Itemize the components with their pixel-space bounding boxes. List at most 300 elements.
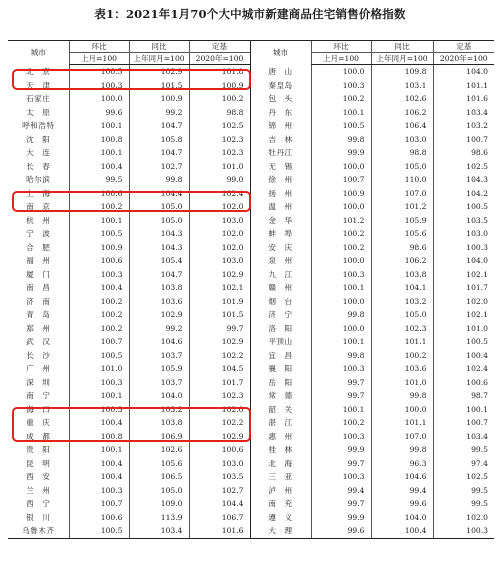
base-value: 101.5 (189, 308, 250, 322)
mom-value: 99.6 (69, 106, 129, 120)
yoy-value: 103.7 (129, 376, 189, 390)
base-value: 103.0 (189, 457, 250, 471)
yoy-value: 105.0 (129, 214, 189, 228)
yoy-value: 103.6 (371, 362, 433, 376)
header-yoy: 同比 (371, 41, 433, 53)
city-name: 太 原 (26, 107, 51, 117)
yoy-value: 105.8 (129, 133, 189, 147)
mom-value: 100.7 (311, 173, 371, 187)
mom-value: 99.9 (311, 511, 371, 525)
city-name: 泸 州 (250, 484, 311, 498)
base-value: 102.1 (189, 281, 250, 295)
base-value: 101.6 (189, 524, 250, 538)
city-name: 合 肥 (26, 242, 51, 252)
yoy-value: 109.0 (129, 497, 189, 511)
city-name: 常 德 (250, 389, 311, 403)
city-name: 金 华 (250, 214, 311, 228)
mom-value: 100.1 (69, 389, 129, 403)
base-value: 102.0 (433, 511, 494, 525)
mom-value: 99.7 (311, 389, 371, 403)
header-base-sub: 2020年=100 (433, 53, 494, 65)
city-name: 大 理 (250, 524, 311, 538)
city-name: 大 连 (26, 148, 51, 157)
base-value: 98.8 (189, 106, 250, 120)
yoy-value: 101.5 (129, 79, 189, 93)
yoy-value: 101.1 (371, 335, 433, 349)
mom-value: 100.2 (69, 322, 129, 336)
yoy-value: 103.7 (129, 349, 189, 363)
yoy-value: 99.6 (371, 497, 433, 511)
city-name: 唐 山 (250, 65, 311, 79)
yoy-value: 107.0 (371, 187, 433, 201)
mom-value: 100.1 (69, 214, 129, 228)
yoy-value: 104.0 (129, 389, 189, 403)
table-row (8, 403, 494, 417)
city-name: 南 宁 (26, 391, 51, 400)
city-name: 襄 阳 (250, 362, 311, 376)
base-value: 104.4 (189, 497, 250, 511)
yoy-value: 101.1 (371, 416, 433, 430)
yoy-value: 103.8 (371, 268, 433, 282)
base-value: 103.0 (189, 254, 250, 268)
yoy-value: 100.0 (371, 403, 433, 417)
yoy-value: 101.0 (371, 376, 433, 390)
yoy-value: 96.3 (371, 457, 433, 471)
mom-value: 100.3 (69, 79, 129, 93)
base-value: 100.9 (189, 79, 250, 93)
base-value: 102.5 (189, 119, 250, 133)
city-name: 济 南 (26, 296, 51, 306)
yoy-value: 106.4 (371, 119, 433, 133)
base-value: 102.3 (189, 133, 250, 147)
yoy-value: 102.9 (129, 65, 189, 79)
mom-value: 100.5 (69, 524, 129, 538)
yoy-value: 106.2 (371, 106, 433, 120)
mom-value: 100.5 (69, 227, 129, 241)
yoy-value: 110.0 (371, 173, 433, 187)
base-value: 100.2 (189, 92, 250, 106)
yoy-value: 100.4 (371, 524, 433, 538)
table-row (8, 443, 494, 457)
yoy-value: 104.6 (129, 335, 189, 349)
mom-value: 100.1 (311, 335, 371, 349)
city-name: 宜 昌 (250, 349, 311, 363)
city-name: 岳 阳 (250, 376, 311, 390)
mom-value: 100.4 (69, 457, 129, 471)
yoy-value: 99.2 (129, 106, 189, 120)
yoy-value: 104.1 (371, 281, 433, 295)
mom-value: 100.7 (69, 497, 129, 511)
yoy-value: 104.3 (129, 227, 189, 241)
table-row (8, 295, 494, 309)
city-name: 徐 州 (250, 173, 311, 187)
city-name: 九 江 (250, 268, 311, 282)
base-value: 102.0 (433, 295, 494, 309)
city-name: 无 锡 (250, 160, 311, 174)
city-name: 青 岛 (26, 310, 51, 319)
mom-value: 100.3 (69, 403, 129, 417)
mom-value: 100.0 (311, 200, 371, 214)
city-name: 长 沙 (26, 350, 51, 360)
base-value: 97.4 (433, 457, 494, 471)
mom-value: 99.7 (311, 497, 371, 511)
mom-value: 100.1 (311, 106, 371, 120)
yoy-value: 103.2 (371, 295, 433, 309)
mom-value: 99.9 (311, 443, 371, 457)
table-row (8, 497, 494, 511)
table-title: 表1：2021年1月70个大中城市新建商品住宅销售价格指数 (94, 7, 406, 21)
city-name: 广 州 (26, 364, 51, 373)
yoy-value: 103.2 (129, 403, 189, 417)
city-name: 贵 阳 (26, 445, 51, 454)
table-row (8, 214, 494, 228)
mom-value: 100.1 (311, 403, 371, 417)
city-name: 西 宁 (26, 499, 51, 508)
base-value: 99.5 (433, 497, 494, 511)
yoy-value: 100.2 (371, 349, 433, 363)
yoy-value: 99.8 (371, 443, 433, 457)
base-value: 100.7 (433, 416, 494, 430)
yoy-value: 105.6 (129, 457, 189, 471)
city-name: 安 庆 (250, 241, 311, 255)
mom-value: 100.2 (69, 200, 129, 214)
city-name: 兰 州 (26, 485, 51, 495)
table-body (8, 65, 494, 539)
city-name: 赣 州 (250, 281, 311, 295)
base-value: 102.4 (433, 362, 494, 376)
base-value: 100.6 (433, 376, 494, 390)
mom-value: 99.5 (69, 173, 129, 187)
header-mom-sub: 上月=100 (69, 53, 129, 65)
city-name: 牡丹江 (250, 146, 311, 160)
base-value: 101.7 (189, 376, 250, 390)
city-name: 南 充 (250, 497, 311, 511)
base-value: 101.9 (189, 295, 250, 309)
base-value: 102.0 (189, 227, 250, 241)
city-name: 上 海 (26, 188, 51, 198)
city-name: 桂 林 (250, 443, 311, 457)
base-value: 102.3 (189, 146, 250, 160)
city-name: 昆 明 (26, 458, 51, 468)
city-name: 北 海 (250, 457, 311, 471)
base-value: 102.2 (189, 349, 250, 363)
base-value: 101.1 (433, 79, 494, 93)
city-name: 扬 州 (250, 187, 311, 201)
base-value: 102.5 (433, 160, 494, 174)
table-row (8, 268, 494, 282)
city-name: 锦 州 (250, 119, 311, 133)
header-base: 定基 (433, 41, 494, 53)
yoy-value: 103.0 (371, 133, 433, 147)
city-name: 长 春 (26, 161, 51, 171)
table-row (8, 457, 494, 471)
city-name: 深 圳 (26, 377, 51, 387)
mom-value: 100.3 (311, 470, 371, 484)
yoy-value: 99.8 (129, 173, 189, 187)
city-name: 杭 州 (26, 215, 51, 225)
mom-value: 100.5 (69, 65, 129, 79)
yoy-value: 99.2 (129, 322, 189, 336)
table-row (8, 430, 494, 444)
yoy-value: 105.9 (129, 362, 189, 376)
city-name: 洛 阳 (250, 322, 311, 336)
mom-value: 100.0 (311, 322, 371, 336)
mom-value: 100.1 (69, 146, 129, 160)
yoy-value: 103.4 (129, 524, 189, 538)
table-row (8, 308, 494, 322)
table-row (8, 484, 494, 498)
city-name: 石家庄 (26, 94, 51, 103)
base-value: 102.4 (189, 187, 250, 201)
mom-value: 100.2 (311, 241, 371, 255)
mom-value: 100.8 (69, 133, 129, 147)
mom-value: 99.8 (311, 133, 371, 147)
table-row (8, 92, 494, 106)
table-row (8, 241, 494, 255)
base-value: 104.2 (433, 187, 494, 201)
mom-value: 100.5 (311, 119, 371, 133)
mom-value: 99.6 (311, 524, 371, 538)
base-value: 102.3 (189, 389, 250, 403)
city-name: 济 宁 (250, 308, 311, 322)
mom-value: 99.9 (311, 146, 371, 160)
city-name: 呼和浩特 (22, 121, 55, 130)
mom-value: 100.6 (69, 254, 129, 268)
yoy-value: 104.4 (129, 187, 189, 201)
table-row (8, 227, 494, 241)
city-name: 海 口 (26, 404, 51, 414)
mom-value: 100.6 (69, 187, 129, 201)
base-value: 102.9 (189, 430, 250, 444)
base-value: 103.5 (189, 470, 250, 484)
base-value: 102.0 (189, 241, 250, 255)
mom-value: 100.4 (69, 281, 129, 295)
city-name: 福 州 (26, 256, 51, 265)
table-row (8, 65, 494, 79)
city-name: 沈 阳 (26, 134, 51, 144)
base-value: 101.6 (433, 92, 494, 106)
base-value: 104.5 (189, 362, 250, 376)
yoy-value: 102.3 (371, 322, 433, 336)
city-name: 三 亚 (250, 470, 311, 484)
base-value: 102.7 (189, 484, 250, 498)
mom-value: 101.0 (69, 362, 129, 376)
city-name: 哈尔滨 (26, 175, 51, 184)
yoy-value: 105.0 (371, 160, 433, 174)
base-value: 101.0 (189, 160, 250, 174)
mom-value: 100.0 (311, 65, 371, 79)
yoy-value: 106.2 (371, 254, 433, 268)
yoy-value: 113.9 (129, 511, 189, 525)
city-name: 湛 江 (250, 416, 311, 430)
base-value: 101.8 (189, 65, 250, 79)
mom-value: 100.1 (311, 281, 371, 295)
base-value: 104.0 (433, 65, 494, 79)
base-value: 103.4 (433, 430, 494, 444)
base-value: 102.5 (433, 470, 494, 484)
yoy-value: 106.9 (129, 430, 189, 444)
yoy-value: 105.9 (371, 214, 433, 228)
table-row (8, 524, 494, 538)
yoy-value: 103.6 (129, 295, 189, 309)
mom-value: 100.3 (69, 268, 129, 282)
table-row (8, 187, 494, 201)
base-value: 99.0 (189, 173, 250, 187)
base-value: 103.5 (433, 214, 494, 228)
city-name: 银 川 (26, 512, 51, 522)
mom-value: 100.3 (69, 376, 129, 390)
mom-value: 100.2 (69, 308, 129, 322)
base-value: 102.2 (189, 416, 250, 430)
yoy-value: 104.7 (129, 119, 189, 133)
header-mom: 环比 (311, 41, 371, 53)
mom-value: 100.3 (311, 268, 371, 282)
yoy-value: 105.6 (371, 227, 433, 241)
base-value: 100.4 (433, 349, 494, 363)
table-row (8, 146, 494, 160)
city-name: 乌鲁木齐 (8, 524, 69, 538)
mom-value: 99.4 (311, 484, 371, 498)
mom-value: 100.3 (69, 484, 129, 498)
table-row (8, 349, 494, 363)
yoy-value: 107.0 (371, 430, 433, 444)
table-row (8, 362, 494, 376)
yoy-value: 109.8 (371, 65, 433, 79)
mom-value: 99.7 (311, 376, 371, 390)
city-name: 遵 义 (250, 511, 311, 525)
yoy-value: 103.1 (371, 79, 433, 93)
base-value: 100.1 (433, 403, 494, 417)
yoy-value: 105.0 (371, 308, 433, 322)
table-row (8, 322, 494, 336)
base-value: 99.5 (433, 484, 494, 498)
city-name: 平顶山 (250, 335, 311, 349)
yoy-value: 102.9 (129, 308, 189, 322)
header-city: 城市 (8, 41, 69, 65)
table-row (8, 376, 494, 390)
base-value: 104.0 (433, 254, 494, 268)
yoy-value: 101.2 (371, 200, 433, 214)
city-name: 包 头 (250, 92, 311, 106)
mom-value: 99.8 (311, 308, 371, 322)
base-value: 99.5 (433, 443, 494, 457)
city-name: 蚌 埠 (250, 227, 311, 241)
base-value: 103.0 (189, 214, 250, 228)
city-name: 南 昌 (26, 283, 51, 292)
mom-value: 100.9 (311, 187, 371, 201)
base-value: 102.9 (189, 335, 250, 349)
base-value: 100.3 (433, 241, 494, 255)
base-value: 104.3 (433, 173, 494, 187)
yoy-value: 100.9 (129, 92, 189, 106)
base-value: 102.0 (189, 200, 250, 214)
mom-value: 100.0 (311, 295, 371, 309)
mom-value: 100.1 (69, 119, 129, 133)
mom-value: 100.0 (311, 254, 371, 268)
city-name: 西 安 (26, 472, 51, 481)
base-value: 100.3 (433, 524, 494, 538)
base-value: 98.6 (433, 146, 494, 160)
city-name: 温 州 (250, 200, 311, 214)
header-yoy: 同比 (129, 41, 189, 53)
base-value: 100.6 (189, 443, 250, 457)
city-name: 厦 门 (26, 269, 51, 279)
city-name: 丹 东 (250, 106, 311, 120)
mom-value: 100.1 (69, 443, 129, 457)
city-name: 吉 林 (250, 133, 311, 147)
yoy-value: 104.3 (129, 241, 189, 255)
mom-value: 100.2 (311, 416, 371, 430)
mom-value: 100.0 (69, 92, 129, 106)
base-value: 102.0 (189, 403, 250, 417)
yoy-value: 104.6 (371, 470, 433, 484)
mom-value: 100.6 (69, 511, 129, 525)
header-city: 城市 (250, 41, 311, 65)
mom-value: 100.3 (311, 362, 371, 376)
mom-value: 100.4 (69, 160, 129, 174)
yoy-value: 105.0 (129, 200, 189, 214)
city-name: 郑 州 (26, 323, 51, 333)
yoy-value: 104.7 (129, 268, 189, 282)
mom-value: 101.2 (311, 214, 371, 228)
yoy-value: 102.6 (371, 92, 433, 106)
yoy-value: 104.0 (371, 511, 433, 525)
yoy-value: 103.8 (129, 416, 189, 430)
base-value: 101.0 (433, 322, 494, 336)
mom-value: 100.7 (69, 335, 129, 349)
table-row (8, 133, 494, 147)
mom-value: 100.8 (69, 430, 129, 444)
table-row (8, 389, 494, 403)
table-row (8, 173, 494, 187)
city-name: 天 津 (26, 80, 51, 90)
header-mom: 环比 (69, 41, 129, 53)
base-value: 100.5 (433, 335, 494, 349)
yoy-value: 102.6 (129, 443, 189, 457)
mom-value: 100.5 (69, 349, 129, 363)
yoy-value: 103.8 (129, 281, 189, 295)
city-name: 惠 州 (250, 430, 311, 444)
base-value: 98.7 (433, 389, 494, 403)
base-value: 103.2 (433, 119, 494, 133)
yoy-value: 98.8 (371, 146, 433, 160)
base-value: 102.1 (433, 308, 494, 322)
mom-value: 99.8 (311, 349, 371, 363)
header-yoy-sub: 上年同月=100 (129, 53, 189, 65)
table-row (8, 470, 494, 484)
table-row (8, 416, 494, 430)
mom-value: 100.4 (69, 416, 129, 430)
base-value: 100.5 (433, 200, 494, 214)
base-value: 102.9 (189, 268, 250, 282)
table-row (8, 160, 494, 174)
mom-value: 100.9 (69, 241, 129, 255)
base-value: 99.7 (189, 322, 250, 336)
price-index-table (8, 40, 494, 539)
mom-value: 100.3 (311, 79, 371, 93)
city-name: 韶 关 (250, 403, 311, 417)
header-yoy-sub: 上年同月=100 (371, 53, 433, 65)
mom-value: 99.7 (311, 457, 371, 471)
city-name: 北 京 (26, 66, 51, 76)
table-row (8, 200, 494, 214)
mom-value: 100.2 (311, 92, 371, 106)
yoy-value: 105.4 (129, 254, 189, 268)
city-name: 重 庆 (26, 418, 51, 427)
yoy-value: 102.7 (129, 160, 189, 174)
city-name: 秦皇岛 (250, 79, 311, 93)
table-row (8, 254, 494, 268)
